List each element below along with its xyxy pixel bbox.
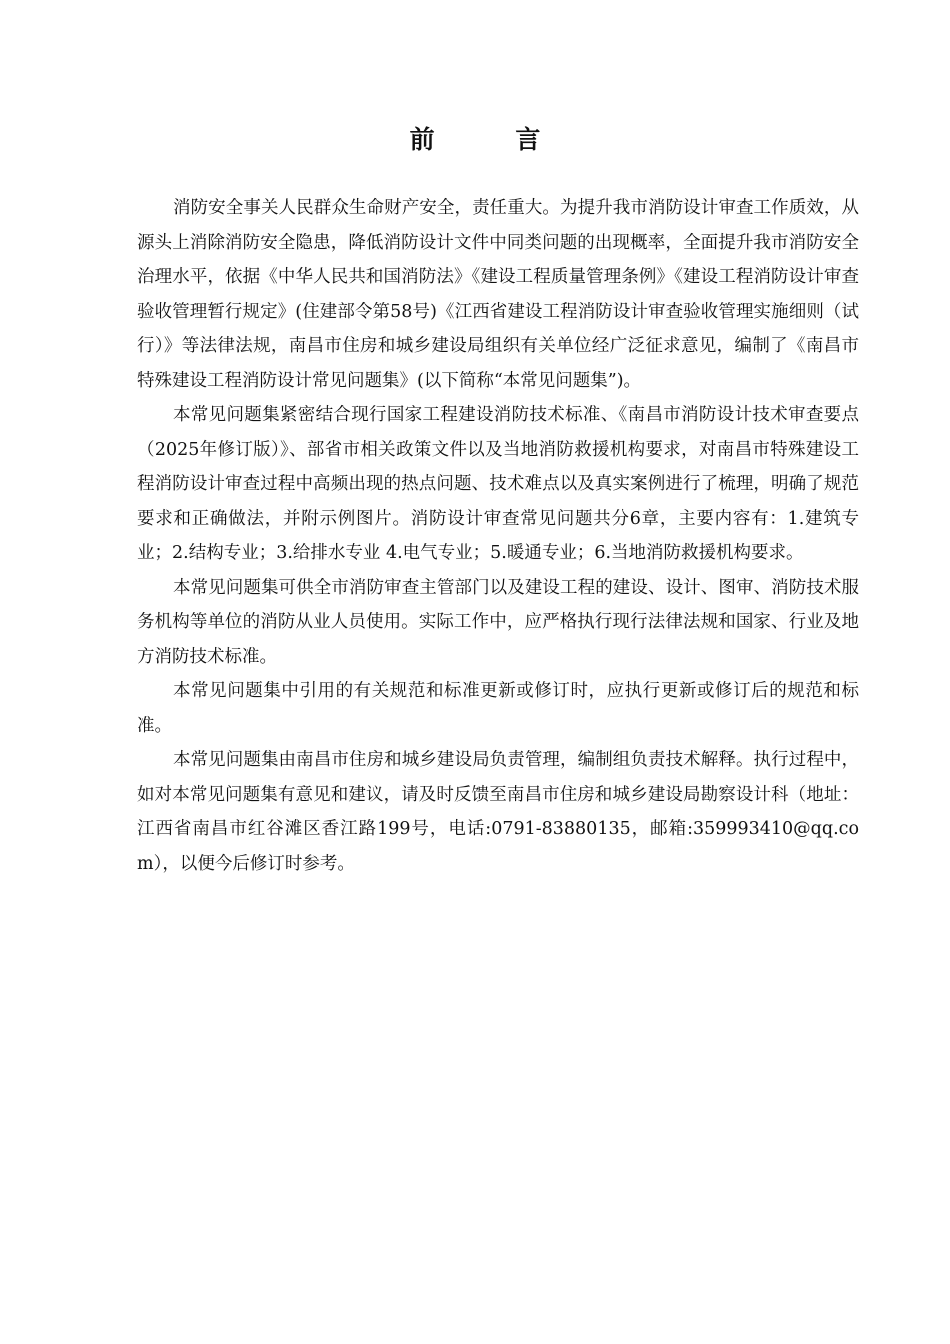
paragraph-updates: 本常见问题集中引用的有关规范和标准更新或修订时，应执行更新或修订后的规范和标准。	[137, 681, 859, 736]
paragraph-scope: 本常见问题集可供全市消防审查主管部门以及建设工程的建设、设计、图审、消防技术服务机构等单位的消防从业人员使用。实际工作中，应严格执行现行法律法规和国家、行业及地方消防技术标准。	[137, 577, 859, 667]
paragraph-contact: 本常见问题集由南昌市住房和城乡建设局负责管理，编制组负责技术解释。执行过程中，如对本常见问题集有意见和建议，请及时反馈至南昌市住房和城乡建设局勘察设计科（地址：江西省南昌市红谷滩区香江路199号，电话:0791-83880135，邮箱:359993410@qq.com），以便今后修订时参考。	[137, 750, 859, 874]
paragraph-content: 本常见问题集紧密结合现行国家工程建设消防技术标准、《南昌市消防设计技术审查要点（2025年修订版）》、部省市相关政策文件以及当地消防救援机构要求，对南昌市特殊建设工程消防设计审查过程中高频出现的热点问题、技术难点以及真实案例进行了梳理，明确了规范要求和正确做法，并附示例图片。消防设计审查常见问题共分6章，主要内容有：1.建筑专业；2.结构专业；3.给排水专业 4.电气专业；5.暖通专业；6.当地消防救援机构要求。	[137, 405, 859, 563]
paragraph-purpose: 消防安全事关人民群众生命财产安全，责任重大。为提升我市消防设计审查工作质效，从源头上消除消防安全隐患，降低消防设计文件中同类问题的出现概率，全面提升我市消防安全治理水平，依据《中华人民共和国消防法》《建设工程质量管理条例》《建设工程消防设计审查验收管理暂行规定》(住建部令第58号)《江西省建设工程消防设计审查验收管理实施细则（试行）》等法律法规，南昌市住房和城乡建设局组织有关单位经广泛征求意见，编制了《南昌市特殊建设工程消防设计常见问题集》(以下简称“本常见问题集”)。	[137, 198, 859, 391]
page-title: 前 言	[409, 125, 577, 154]
document-body	[137, 191, 859, 881]
